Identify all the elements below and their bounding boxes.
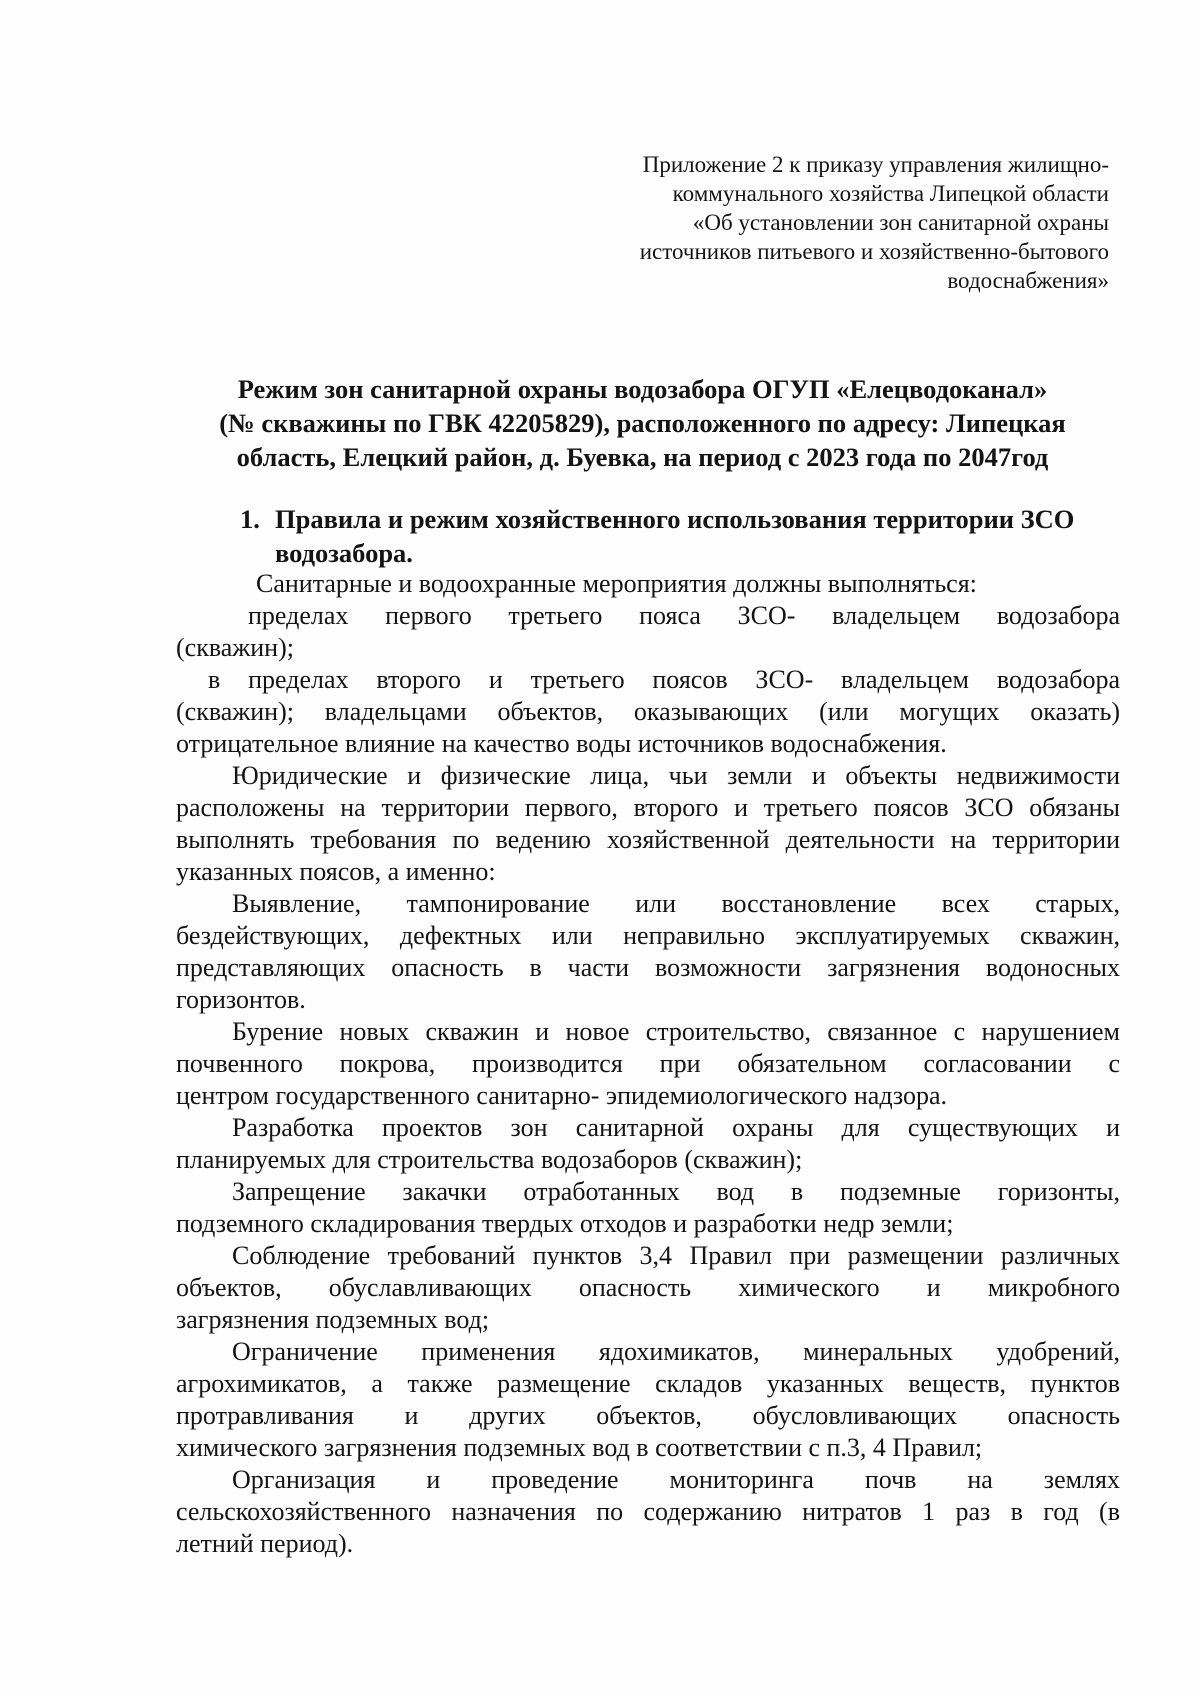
paragraph-line: Разработка проектов зон санитарной охраны для существующих и [232, 1113, 1120, 1142]
section-number: 1. [240, 504, 260, 534]
paragraph-line: бездействующих, дефектных или неправильно эксплуатируемых скважин, [176, 921, 1120, 950]
paragraph-line: Санитарные и водоохранные мероприятия должны выполняться: [256, 569, 977, 598]
paragraph [176, 600, 1120, 664]
paragraph-line: Организация и проведение мониторинга почв на землях [232, 1465, 1120, 1494]
appendix-line: источников питьевого и хозяйственно-бытового [639, 239, 1109, 264]
paragraph-line: Выявление, тампонирование или восстановление всех старых, [232, 889, 1120, 918]
paragraph [176, 568, 1120, 600]
appendix-line: коммунального хозяйства Липецкой области [672, 181, 1109, 206]
paragraph-line: расположены на территории первого, второго и третьего поясов ЗСО обязаны [176, 793, 1120, 822]
paragraph [176, 888, 1120, 1016]
appendix-note [569, 150, 1109, 295]
paragraph-line: (скважин); владельцами объектов, оказывающих (или могущих оказать) [176, 697, 1120, 726]
paragraph-line: Бурение новых скважин и новое строительство, связанное с нарушением [232, 1017, 1120, 1046]
paragraph-line: протравливания и других объектов, обусловливающих опасность [176, 1401, 1120, 1430]
appendix-line: Приложение 2 к приказу управления жилищно- [642, 152, 1109, 177]
paragraph-line: горизонтов. [176, 985, 306, 1014]
paragraph-line: отрицательное влияние на качество воды источников водоснабжения. [176, 729, 947, 758]
paragraph-line: агрохимикатов, а также размещение складов указанных веществ, пунктов [176, 1369, 1120, 1398]
paragraph [176, 1112, 1120, 1176]
paragraph-line: Ограничение применения ядохимикатов, минеральных удобрений, [232, 1337, 1120, 1366]
paragraph [176, 1336, 1120, 1464]
paragraph-line: летний период). [176, 1529, 354, 1558]
paragraph-line: Юридические и физические лица, чьи земли и объекты недвижимости [232, 761, 1120, 790]
paragraph [176, 664, 1120, 760]
paragraph-line: объектов, обуславливающих опасность химического и микробного [176, 1273, 1120, 1302]
paragraph-line: (скважин); [176, 633, 294, 662]
paragraph-line: в пределах второго и третьего поясов ЗСО- владельцем водозабора [208, 665, 1120, 694]
section-heading-line: Правила и режим хозяйственного использования территории ЗСО [275, 504, 1075, 534]
paragraph-line: указанных поясов, а именно: [176, 857, 496, 886]
paragraph [176, 1016, 1120, 1112]
paragraph-line: сельскохозяйственного назначения по содержанию нитратов 1 раз в год (в [176, 1497, 1120, 1526]
appendix-line: «Об установлении зон санитарной охраны [692, 210, 1109, 235]
paragraph-line: Запрещение закачки отработанных вод в подземные горизонты, [232, 1177, 1120, 1206]
title-line: область, Елецкий район, д. Буевка, на период с 2023 года по 2047год [236, 442, 1049, 472]
paragraph [176, 1176, 1120, 1240]
paragraph-line: загрязнения подземных вод; [176, 1305, 490, 1334]
paragraph-line: представляющих опасность в части возможности загрязнения водоносных [176, 953, 1120, 982]
document-title [175, 372, 1110, 474]
paragraph-line: центром государственного санитарно- эпидемиологического надзора. [176, 1081, 948, 1110]
paragraph-line: почвенного покрова, производится при обязательном согласовании с [176, 1049, 1120, 1078]
title-line: Режим зон санитарной охраны водозабора ОГУП «Елецводоканал» [237, 374, 1048, 404]
section-heading [240, 502, 1120, 570]
paragraph-line: планируемых для строительства водозаборов (скважин); [176, 1145, 803, 1174]
paragraph-line: подземного складирования твердых отходов и разработки недр земли; [176, 1209, 954, 1238]
section-heading-line: водозабора. [275, 538, 413, 568]
appendix-line: водоснабжения» [947, 268, 1109, 293]
paragraph-line: химического загрязнения подземных вод в соответствии с п.3, 4 Правил; [176, 1433, 983, 1462]
paragraph [176, 760, 1120, 888]
paragraph-line: выполнять требования по ведению хозяйственной деятельности на территории [176, 825, 1120, 854]
body-text [176, 568, 1120, 1560]
paragraph-line: Соблюдение требований пунктов 3,4 Правил при размещении различных [232, 1241, 1120, 1270]
title-line: (№ скважины по ГВК 42205829), расположенного по адресу: Липецкая [219, 408, 1066, 438]
paragraph [176, 1240, 1120, 1336]
paragraph [176, 1464, 1120, 1560]
paragraph-line: пределах первого третьего пояса ЗСО- владельцем водозабора [248, 601, 1120, 630]
